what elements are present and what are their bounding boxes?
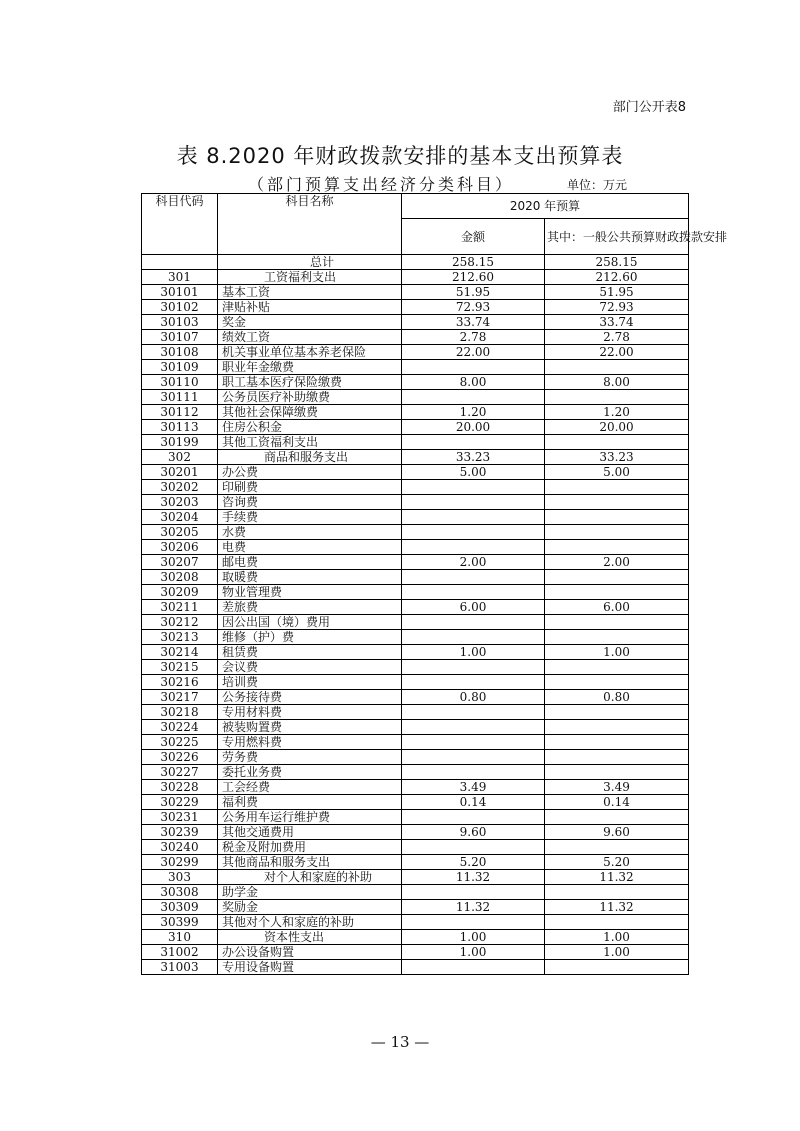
row-code: 30107 xyxy=(142,330,218,345)
row-name: 其他对个人和家庭的补助 xyxy=(218,915,402,930)
row-name: 专用燃料费 xyxy=(218,735,402,750)
row-fiscal-amount xyxy=(545,585,689,600)
row-name: 培训费 xyxy=(218,675,402,690)
row-name: 水费 xyxy=(218,525,402,540)
table-row xyxy=(142,720,689,735)
page-subtitle: （部门预算支出经济分类科目） xyxy=(248,175,515,194)
row-code: 30299 xyxy=(142,855,218,870)
row-name: 助学金 xyxy=(218,885,402,900)
header-name: 科目名称 xyxy=(218,194,402,255)
row-amount xyxy=(402,435,545,450)
row-fiscal-amount xyxy=(545,390,689,405)
row-fiscal-amount: 9.60 xyxy=(545,825,689,840)
row-code: 30208 xyxy=(142,570,218,585)
row-amount: 1.20 xyxy=(402,405,545,420)
row-fiscal-amount: 1.20 xyxy=(545,405,689,420)
row-name: 劳务费 xyxy=(218,750,402,765)
row-code: 30201 xyxy=(142,465,218,480)
row-name: 津贴补贴 xyxy=(218,300,402,315)
row-name: 被装购置费 xyxy=(218,720,402,735)
row-code: 30206 xyxy=(142,540,218,555)
row-code: 30226 xyxy=(142,750,218,765)
row-code: 30308 xyxy=(142,885,218,900)
table-row xyxy=(142,735,689,750)
row-amount xyxy=(402,660,545,675)
table-row xyxy=(142,660,689,675)
row-code: 310 xyxy=(142,930,218,945)
row-name: 邮电费 xyxy=(218,555,402,570)
row-code: 30399 xyxy=(142,915,218,930)
row-name: 专用设备购置 xyxy=(218,960,402,975)
row-amount xyxy=(402,390,545,405)
row-code: 302 xyxy=(142,450,218,465)
row-fiscal-amount: 33.74 xyxy=(545,315,689,330)
row-name: 奖励金 xyxy=(218,900,402,915)
table-row xyxy=(142,555,689,570)
row-fiscal-amount xyxy=(545,495,689,510)
table-row xyxy=(142,405,689,420)
row-name: 印刷费 xyxy=(218,480,402,495)
row-name: 公务用车运行维护费 xyxy=(218,810,402,825)
table-row xyxy=(142,375,689,390)
row-name: 手续费 xyxy=(218,510,402,525)
table-row xyxy=(142,300,689,315)
row-fiscal-amount xyxy=(545,480,689,495)
header-amount: 金额 xyxy=(402,219,545,255)
row-fiscal-amount xyxy=(545,660,689,675)
table-row xyxy=(142,915,689,930)
row-code: 303 xyxy=(142,870,218,885)
row-name: 税金及附加费用 xyxy=(218,840,402,855)
row-amount xyxy=(402,540,545,555)
row-amount: 9.60 xyxy=(402,825,545,840)
row-amount xyxy=(402,510,545,525)
row-amount: 11.32 xyxy=(402,900,545,915)
row-code: 30227 xyxy=(142,765,218,780)
row-code: 30111 xyxy=(142,390,218,405)
row-name: 职业年金缴费 xyxy=(218,360,402,375)
row-name: 办公设备购置 xyxy=(218,945,402,960)
row-code: 30224 xyxy=(142,720,218,735)
row-name: 电费 xyxy=(218,540,402,555)
table-row xyxy=(142,705,689,720)
table-row xyxy=(142,795,689,810)
row-amount xyxy=(402,840,545,855)
row-code: 30199 xyxy=(142,435,218,450)
row-code xyxy=(142,255,218,270)
row-fiscal-amount: 2.00 xyxy=(545,555,689,570)
row-code: 31002 xyxy=(142,945,218,960)
row-fiscal-amount: 5.20 xyxy=(545,855,689,870)
row-fiscal-amount: 1.00 xyxy=(545,945,689,960)
row-amount: 5.20 xyxy=(402,855,545,870)
row-name: 商品和服务支出 xyxy=(218,450,402,465)
row-fiscal-amount xyxy=(545,840,689,855)
row-name: 办公费 xyxy=(218,465,402,480)
row-code: 30217 xyxy=(142,690,218,705)
row-name: 奖金 xyxy=(218,315,402,330)
table-row xyxy=(142,900,689,915)
table-row xyxy=(142,675,689,690)
row-fiscal-amount: 51.95 xyxy=(545,285,689,300)
row-amount xyxy=(402,735,545,750)
row-code: 31003 xyxy=(142,960,218,975)
header-fiscal: 其中：一般公共预算财政拨款安排 xyxy=(545,219,689,255)
row-amount xyxy=(402,360,545,375)
table-row xyxy=(142,330,689,345)
table-row xyxy=(142,690,689,705)
table-row xyxy=(142,540,689,555)
table-row xyxy=(142,810,689,825)
row-fiscal-amount xyxy=(545,750,689,765)
row-fiscal-amount: 11.32 xyxy=(545,870,689,885)
row-fiscal-amount xyxy=(545,960,689,975)
table-row xyxy=(142,570,689,585)
row-code: 30103 xyxy=(142,315,218,330)
table-row xyxy=(142,525,689,540)
row-code: 30113 xyxy=(142,420,218,435)
row-amount xyxy=(402,495,545,510)
row-name: 其他商品和服务支出 xyxy=(218,855,402,870)
row-fiscal-amount: 0.14 xyxy=(545,795,689,810)
header-code: 科目代码 xyxy=(142,194,218,255)
row-code: 30202 xyxy=(142,480,218,495)
row-amount: 11.32 xyxy=(402,870,545,885)
row-name: 其他工资福利支出 xyxy=(218,435,402,450)
row-fiscal-amount xyxy=(545,705,689,720)
table-row xyxy=(142,510,689,525)
row-fiscal-amount xyxy=(545,765,689,780)
row-name: 维修（护）费 xyxy=(218,630,402,645)
row-amount: 33.23 xyxy=(402,450,545,465)
row-amount xyxy=(402,810,545,825)
row-code: 30214 xyxy=(142,645,218,660)
table-row xyxy=(142,615,689,630)
table-row xyxy=(142,840,689,855)
row-name: 公务员医疗补助缴费 xyxy=(218,390,402,405)
row-fiscal-amount: 2.78 xyxy=(545,330,689,345)
row-code: 30225 xyxy=(142,735,218,750)
table-row xyxy=(142,750,689,765)
row-fiscal-amount: 72.93 xyxy=(545,300,689,315)
table-row xyxy=(142,930,689,945)
table-row xyxy=(142,255,689,270)
row-name: 咨询费 xyxy=(218,495,402,510)
row-name: 公务接待费 xyxy=(218,690,402,705)
row-code: 301 xyxy=(142,270,218,285)
table-row xyxy=(142,645,689,660)
table-row xyxy=(142,885,689,900)
table-row xyxy=(142,960,689,975)
row-fiscal-amount xyxy=(545,570,689,585)
row-code: 30205 xyxy=(142,525,218,540)
row-fiscal-amount: 212.60 xyxy=(545,270,689,285)
row-amount: 33.74 xyxy=(402,315,545,330)
row-name: 机关事业单位基本养老保险 xyxy=(218,345,402,360)
row-code: 30108 xyxy=(142,345,218,360)
row-name: 租赁费 xyxy=(218,645,402,660)
table-row xyxy=(142,600,689,615)
row-fiscal-amount xyxy=(545,630,689,645)
row-code: 30229 xyxy=(142,795,218,810)
row-name: 绩效工资 xyxy=(218,330,402,345)
row-amount xyxy=(402,585,545,600)
row-name: 福利费 xyxy=(218,795,402,810)
table-row xyxy=(142,780,689,795)
row-amount xyxy=(402,615,545,630)
row-fiscal-amount xyxy=(545,810,689,825)
table-body xyxy=(142,255,689,975)
row-code: 30216 xyxy=(142,675,218,690)
row-fiscal-amount xyxy=(545,540,689,555)
row-fiscal-amount: 3.49 xyxy=(545,780,689,795)
row-amount: 0.80 xyxy=(402,690,545,705)
row-code: 30215 xyxy=(142,660,218,675)
row-name: 资本性支出 xyxy=(218,930,402,945)
table-row xyxy=(142,825,689,840)
row-fiscal-amount xyxy=(545,735,689,750)
row-amount xyxy=(402,960,545,975)
row-amount: 0.14 xyxy=(402,795,545,810)
row-name: 对个人和家庭的补助 xyxy=(218,870,402,885)
row-fiscal-amount: 33.23 xyxy=(545,450,689,465)
row-fiscal-amount: 5.00 xyxy=(545,465,689,480)
row-fiscal-amount xyxy=(545,885,689,900)
row-amount: 1.00 xyxy=(402,645,545,660)
row-amount xyxy=(402,750,545,765)
row-fiscal-amount: 20.00 xyxy=(545,420,689,435)
row-amount: 1.00 xyxy=(402,930,545,945)
row-amount xyxy=(402,885,545,900)
row-amount: 5.00 xyxy=(402,465,545,480)
row-fiscal-amount: 22.00 xyxy=(545,345,689,360)
document-label: 部门公开表8 xyxy=(612,100,686,115)
row-fiscal-amount: 8.00 xyxy=(545,375,689,390)
unit-label: 单位：万元 xyxy=(567,178,628,192)
row-name: 工会经费 xyxy=(218,780,402,795)
page-title: 表 8.2020 年财政拨款安排的基本支出预算表 xyxy=(176,144,624,168)
row-amount xyxy=(402,720,545,735)
header-budget-year: 2020 年预算 xyxy=(402,194,689,219)
row-code: 30101 xyxy=(142,285,218,300)
table-row xyxy=(142,870,689,885)
row-amount: 51.95 xyxy=(402,285,545,300)
row-code: 30112 xyxy=(142,405,218,420)
row-name: 物业管理费 xyxy=(218,585,402,600)
row-code: 30231 xyxy=(142,810,218,825)
row-fiscal-amount xyxy=(545,435,689,450)
row-fiscal-amount: 0.80 xyxy=(545,690,689,705)
row-code: 30102 xyxy=(142,300,218,315)
row-amount xyxy=(402,630,545,645)
row-fiscal-amount: 1.00 xyxy=(545,930,689,945)
row-code: 30110 xyxy=(142,375,218,390)
row-name: 会议费 xyxy=(218,660,402,675)
row-name: 取暖费 xyxy=(218,570,402,585)
row-fiscal-amount xyxy=(545,510,689,525)
row-name: 住房公积金 xyxy=(218,420,402,435)
table-row xyxy=(142,285,689,300)
table-row xyxy=(142,855,689,870)
row-amount: 6.00 xyxy=(402,600,545,615)
row-amount xyxy=(402,570,545,585)
table-row xyxy=(142,465,689,480)
row-amount: 2.00 xyxy=(402,555,545,570)
table-row xyxy=(142,480,689,495)
table-row xyxy=(142,270,689,285)
row-name: 基本工资 xyxy=(218,285,402,300)
row-code: 30211 xyxy=(142,600,218,615)
row-code: 30218 xyxy=(142,705,218,720)
row-name: 委托业务费 xyxy=(218,765,402,780)
row-name: 专用材料费 xyxy=(218,705,402,720)
row-amount: 258.15 xyxy=(402,255,545,270)
table-row xyxy=(142,360,689,375)
row-name: 职工基本医疗保险缴费 xyxy=(218,375,402,390)
row-name: 总计 xyxy=(218,255,402,270)
row-code: 30203 xyxy=(142,495,218,510)
row-amount: 212.60 xyxy=(402,270,545,285)
row-name: 因公出国（境）费用 xyxy=(218,615,402,630)
row-amount xyxy=(402,705,545,720)
row-amount xyxy=(402,480,545,495)
row-amount: 1.00 xyxy=(402,945,545,960)
table-row xyxy=(142,420,689,435)
table-row xyxy=(142,435,689,450)
row-fiscal-amount xyxy=(545,675,689,690)
row-amount xyxy=(402,765,545,780)
row-amount: 72.93 xyxy=(402,300,545,315)
table-row xyxy=(142,630,689,645)
row-fiscal-amount xyxy=(545,360,689,375)
table-row xyxy=(142,345,689,360)
row-amount: 3.49 xyxy=(402,780,545,795)
row-code: 30109 xyxy=(142,360,218,375)
row-code: 30213 xyxy=(142,630,218,645)
row-fiscal-amount xyxy=(545,915,689,930)
row-fiscal-amount xyxy=(545,615,689,630)
table-row xyxy=(142,765,689,780)
budget-table xyxy=(141,193,728,975)
row-code: 30209 xyxy=(142,585,218,600)
row-code: 30212 xyxy=(142,615,218,630)
row-amount xyxy=(402,525,545,540)
table-row xyxy=(142,495,689,510)
row-name: 差旅费 xyxy=(218,600,402,615)
row-code: 30240 xyxy=(142,840,218,855)
row-fiscal-amount: 258.15 xyxy=(545,255,689,270)
row-name: 其他社会保障缴费 xyxy=(218,405,402,420)
table-row xyxy=(142,390,689,405)
row-code: 30204 xyxy=(142,510,218,525)
row-fiscal-amount: 6.00 xyxy=(545,600,689,615)
table-row xyxy=(142,945,689,960)
row-name: 工资福利支出 xyxy=(218,270,402,285)
page-number: — 13 — xyxy=(370,1033,430,1051)
row-amount: 22.00 xyxy=(402,345,545,360)
row-fiscal-amount: 11.32 xyxy=(545,900,689,915)
row-code: 30207 xyxy=(142,555,218,570)
row-amount: 8.00 xyxy=(402,375,545,390)
row-amount: 2.78 xyxy=(402,330,545,345)
table-row xyxy=(142,315,689,330)
row-code: 30309 xyxy=(142,900,218,915)
row-amount: 20.00 xyxy=(402,420,545,435)
row-fiscal-amount xyxy=(545,525,689,540)
row-amount xyxy=(402,675,545,690)
row-code: 30239 xyxy=(142,825,218,840)
table-row xyxy=(142,585,689,600)
row-fiscal-amount xyxy=(545,720,689,735)
row-name: 其他交通费用 xyxy=(218,825,402,840)
table-row xyxy=(142,450,689,465)
row-code: 30228 xyxy=(142,780,218,795)
row-fiscal-amount: 1.00 xyxy=(545,645,689,660)
row-amount xyxy=(402,915,545,930)
